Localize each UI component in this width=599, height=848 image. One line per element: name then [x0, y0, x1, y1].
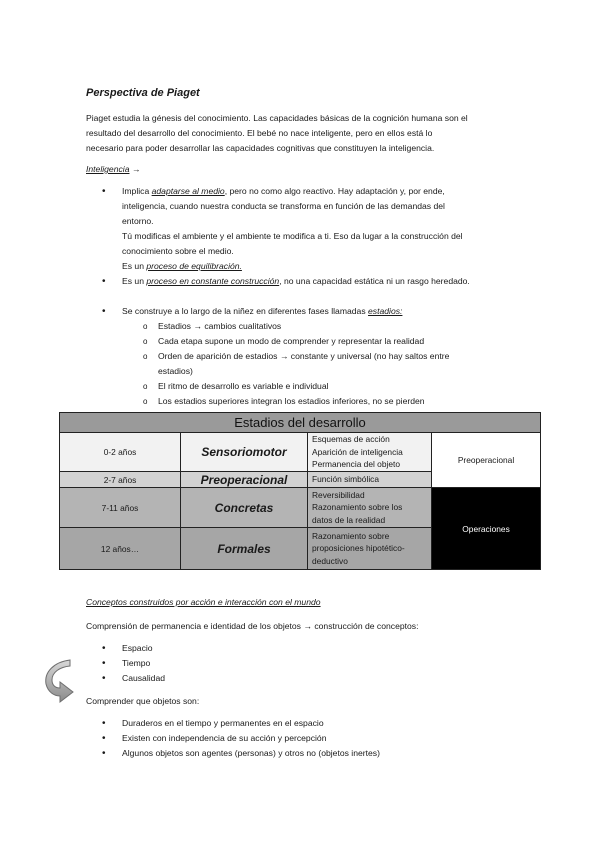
intelligence-bullets	[122, 184, 542, 409]
text: Razonamiento sobre los	[312, 502, 403, 513]
text: Esquemas de acción	[312, 434, 390, 445]
text: , no una capacidad estática ni un rasgo heredado.	[279, 276, 470, 286]
sublist-item: o El ritmo de desarrollo es variable e individual	[158, 379, 542, 394]
text: datos de la realidad	[312, 514, 386, 525]
stage-cell: Sensoriomotor	[181, 433, 308, 472]
text: proposiciones hipotético-	[312, 543, 405, 554]
sublist-item: o Estadios → cambios cualitativos	[158, 319, 542, 334]
table-header-row	[60, 413, 541, 433]
intelligence-heading	[86, 164, 140, 174]
text: Orden de aparición de estadios → constante y universal (no hay saltos entre	[158, 351, 450, 361]
intro-line: resultado del desarrollo del conocimiento. El bebé no nace inteligente, pero en ellos está lo	[86, 128, 433, 138]
text: Permanencia del objeto	[312, 459, 400, 470]
intro-line: Piaget estudia la génesis del conocimiento. Las capacidades básicas de la cognición humana son el	[86, 113, 468, 123]
text: Reversibilidad	[312, 489, 365, 500]
text-underlined: estadios:	[368, 306, 403, 316]
objects-list	[122, 716, 522, 761]
table-row	[60, 488, 541, 528]
intro-line: necesario para poder desarrollar las capacidades cognitivas que constituyen la inteligencia.	[86, 143, 435, 153]
sublist-item: o Cada etapa supone un modo de comprender y representar la realidad	[158, 334, 542, 349]
text: Razonamiento sobre	[312, 530, 390, 541]
text: Implica	[122, 186, 152, 196]
sublist-item: o Los estadios superiores integran los estadios inferiores, no se pierden	[158, 394, 542, 409]
intelligence-label: Inteligencia	[86, 164, 130, 174]
list-item	[122, 184, 542, 274]
description-cell	[308, 433, 432, 472]
list-item: • Duraderos en el tiempo y permanentes en el espacio	[122, 716, 522, 731]
text: Aparición de inteligencia	[312, 446, 403, 457]
text: inteligencia, cuando nuestra conducta se transforma en función de las demandas del	[122, 201, 445, 211]
comprender-line: Comprender que objetos son:	[86, 696, 200, 706]
text: deductivo	[312, 555, 348, 566]
text-underlined: adaptarse al medio	[151, 186, 225, 196]
table-header: Estadios del desarrollo	[60, 413, 541, 433]
arrow-icon: →	[131, 164, 141, 174]
text: , pero no como algo reactivo. Hay adaptación y, por ende,	[224, 186, 445, 196]
list-item: • Tiempo	[122, 656, 422, 671]
concepts-heading: Conceptos construidos por acción e interacción con el mundo	[86, 597, 321, 607]
list-item: • Algunos objetos son agentes (personas) y otros no (objetos inertes)	[122, 746, 522, 761]
stage-cell: Formales	[181, 528, 308, 570]
text: conocimiento sobre el medio.	[122, 246, 234, 256]
list-item: • Existen con independencia de su acción y percepción	[122, 731, 522, 746]
text-underlined: proceso de equilibración.	[146, 261, 242, 271]
stages-sublist	[122, 319, 542, 409]
intro-paragraph	[86, 111, 526, 156]
curved-arrow-icon	[40, 658, 76, 704]
list-item	[122, 274, 542, 289]
list-item: • Espacio	[122, 641, 422, 656]
description-cell: Función simbólica	[308, 472, 432, 488]
text: Es un	[122, 276, 147, 286]
stage-cell: Concretas	[181, 488, 308, 528]
list-item	[122, 304, 542, 409]
stage-cell: Preoperacional	[181, 472, 308, 488]
age-cell: 12 años…	[60, 528, 181, 570]
text-underlined: proceso en constante construcción	[146, 276, 280, 286]
description-cell	[308, 528, 432, 570]
text: Tú modificas el ambiente y el ambiente te modifica a ti. Eso da lugar a la construcción del	[122, 231, 463, 241]
concepts-list	[122, 641, 422, 686]
text: Es un	[122, 261, 147, 271]
text: estadios)	[158, 366, 193, 376]
group-operaciones: Operaciones	[432, 488, 541, 570]
list-item: • Causalidad	[122, 671, 422, 686]
sublist-item	[158, 349, 542, 379]
age-cell: 0-2 años	[60, 433, 181, 472]
text: Se construye a lo largo de la niñez en diferentes fases llamadas	[122, 306, 369, 316]
description-cell	[308, 488, 432, 528]
text: entorno.	[122, 216, 154, 226]
age-cell: 7-11 años	[60, 488, 181, 528]
group-preoperacional: Preoperacional	[432, 433, 541, 488]
comprension-line: Comprensión de permanencia e identidad de los objetos → construcción de conceptos:	[86, 621, 419, 631]
document-title: Perspectiva de Piaget	[86, 87, 200, 99]
table-row	[60, 433, 541, 472]
age-cell: 2-7 años	[60, 472, 181, 488]
stages-table	[59, 412, 541, 570]
